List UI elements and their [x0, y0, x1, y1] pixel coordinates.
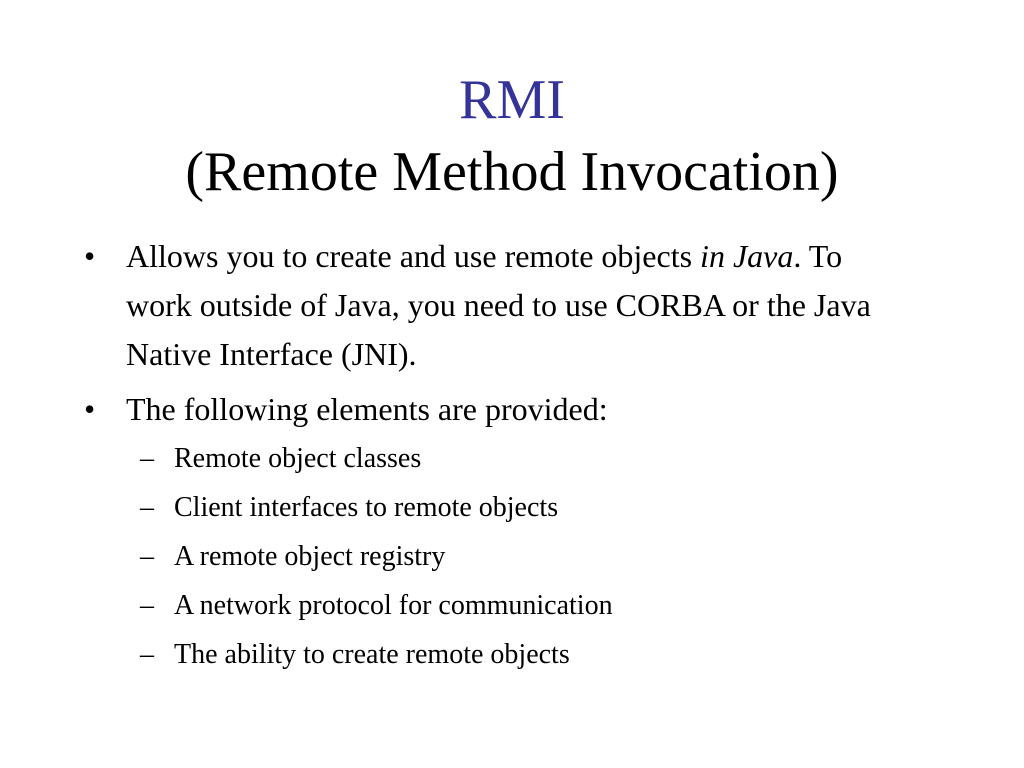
sub-bullet-text: A network protocol for communication [174, 590, 613, 621]
sub-bullet-text: Client interfaces to remote objects [174, 492, 559, 523]
sub-bullet-marker: – [140, 541, 154, 572]
bullet-text-part1: Allows you to create and use remote objects [126, 238, 701, 274]
sub-bullet-marker: – [140, 492, 154, 523]
slide-title-block [0, 64, 1024, 208]
sub-bullet-item [132, 434, 910, 483]
sub-bullet-marker: – [140, 639, 154, 670]
sub-bullet-item [132, 630, 910, 679]
sub-bullet-text: The ability to create remote objects [174, 639, 570, 670]
bullet-marker: • [84, 391, 96, 427]
bullet-item [84, 232, 904, 379]
bullet-item [84, 385, 904, 679]
sub-bullet-marker: – [140, 443, 154, 474]
sub-bullet-item [132, 581, 910, 630]
bullet-text-italic: in Java [700, 238, 794, 274]
bullet-list [84, 232, 904, 685]
slide-title: RMI [459, 69, 565, 131]
sub-bullet-marker: – [140, 590, 154, 621]
sub-bullet-list [132, 434, 910, 679]
sub-bullet-item [132, 483, 910, 532]
sub-bullet-text: Remote object classes [174, 443, 422, 474]
sub-bullet-item [132, 532, 910, 581]
bullet-text-part2: . To work outside of Java, you need to use CORBA or the Java Native Interface (JNI). [126, 238, 871, 372]
sub-bullet-text: A remote object registry [174, 541, 446, 572]
bullet-text: The following elements are provided: [126, 391, 608, 427]
bullet-marker: • [84, 238, 96, 274]
slide-subtitle: (Remote Method Invocation) [185, 141, 839, 203]
